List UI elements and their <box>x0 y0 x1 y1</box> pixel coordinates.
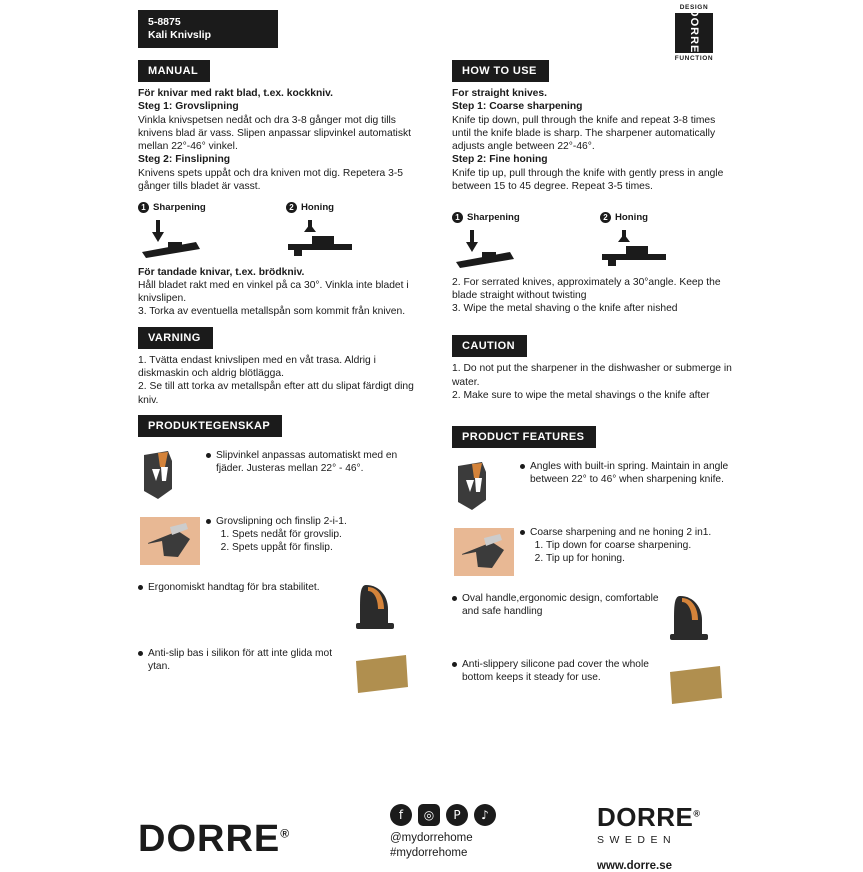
feature-text <box>520 524 732 565</box>
silicone-base-image <box>664 656 732 712</box>
feature-text <box>520 458 732 486</box>
right-feature-2-list <box>530 539 711 565</box>
spacer <box>138 319 418 327</box>
feature-text <box>452 590 664 618</box>
howto-tag-wrap <box>452 60 732 82</box>
step-number-2: 2 <box>600 212 611 223</box>
sku-box <box>138 10 278 48</box>
right-feature-2-text: Coarse sharpening and ne honing 2 in1. <box>530 527 712 539</box>
left-step-diagrams <box>138 201 418 261</box>
step-number-1: 1 <box>138 202 149 213</box>
left-feature-2-text: Grovslipning och finslip 2-i-1. <box>216 515 347 527</box>
right-straight-heading: For straight knives. <box>452 88 547 99</box>
footer <box>0 790 863 872</box>
right-caution-item-1: 1. Do not put the sharpener in the dishwasher or submerge in water. <box>452 363 732 388</box>
right-caution-item-2: 2. Make sure to wipe the metal shavings o the knife after <box>452 390 710 402</box>
silicone-base-image <box>350 645 418 701</box>
step-number-1: 1 <box>452 212 463 223</box>
left-serrated-note: 3. Torka av eventuella metallspån som kommit från kniven. <box>138 306 406 318</box>
facebook-icon[interactable]: f <box>390 804 412 826</box>
bullet-icon <box>520 530 525 535</box>
sku-name: Kali Knivslip <box>148 29 212 41</box>
feature-row <box>452 590 732 646</box>
design-badge-mark <box>675 8 713 54</box>
footer-website[interactable]: www.dorre.se <box>597 860 672 872</box>
sharpener-top-view-image <box>452 458 520 514</box>
function-label: FUNCTION <box>674 55 714 62</box>
step-label-sharpening: Sharpening <box>467 212 520 224</box>
bullet-icon <box>206 519 211 524</box>
footer-brand-left <box>138 818 290 861</box>
left-step1-diagram-title <box>138 201 256 214</box>
left-step1-body: Vinkla knivspetsen nedåt och dra 3-8 gånger mot dig tills knivens blad är vass. Slipen anpassar slipvinkel automatiskt mellan 22°-46° vinkel. <box>138 114 412 153</box>
sharpener-top-view-image <box>138 447 206 503</box>
feature-row <box>452 656 732 712</box>
bullet-icon <box>452 596 457 601</box>
right-step1-body: Knife tip down, pull through the knife and repeat 3-8 times until the knife blade is sharp. The sharpener automatically adjusts angle between 22°-46°. <box>452 114 716 153</box>
right-feature-4-text: Anti-slippery silicone pad cover the whole bottom keeps it steady for use. <box>462 659 649 684</box>
left-feature-4-text: Anti-slip bas i silikon för att inte glida mot ytan. <box>148 647 333 672</box>
left-feature-2-block <box>216 515 347 554</box>
right-serrated-item-1: 2. For serrated knives, approximately a 30°angle. Keep the blade straight without twisting <box>452 276 721 301</box>
design-function-badge <box>668 4 720 62</box>
footer-brand-right-sub: SWEDEN <box>597 834 677 846</box>
left-step2-diagram <box>286 201 404 261</box>
feature-row <box>138 645 418 701</box>
honing-diagram-icon <box>600 228 718 272</box>
spacer <box>138 407 418 415</box>
right-serrated-item-2: 3. Wipe the metal shaving o the knife after nished <box>452 303 678 315</box>
right-feature-2-list-item: 2. Tip up for honing. <box>546 552 711 565</box>
caution-tag-wrap <box>452 335 732 357</box>
footer-brand-right <box>597 802 701 872</box>
left-straight-heading: För knivar med rakt blad, t.ex. kockkniv. <box>138 88 333 99</box>
left-warning-item-1: 1. Tvätta endast knivslipen med en våt trasa. Aldrig i diskmaskin och aldrig blötlägga. <box>138 354 376 380</box>
footer-brand-left-name: DORRE <box>138 818 281 860</box>
product-features-tag: PRODUKTEGENSKAP <box>138 415 282 437</box>
feature-text <box>138 579 350 594</box>
design-label: DESIGN <box>679 4 709 11</box>
sharpening-diagram-icon <box>452 228 570 272</box>
warning-tag-wrap <box>138 327 418 349</box>
left-step1-diagram <box>138 201 256 261</box>
feature-text <box>452 656 664 684</box>
step-label-honing: Honing <box>301 202 335 214</box>
feature-text <box>206 447 418 475</box>
left-feature-2-list-item: 2. Spets uppåt för finslip. <box>232 541 347 554</box>
left-serrated-body: Håll bladet rakt med en vinkel på ca 30°. Vinkla inte bladet i knivslipen. <box>138 279 409 305</box>
feature-text <box>138 645 350 673</box>
footer-brand-right-name-wrap <box>597 802 701 833</box>
left-step2-heading: Steg 2: Finslipning <box>138 154 231 166</box>
bullet-icon <box>138 585 143 590</box>
left-step2-diagram-title <box>286 201 404 214</box>
feature-row <box>452 458 732 514</box>
hand-using-sharpener-image <box>138 513 206 569</box>
manual-tag-wrap <box>138 60 418 82</box>
right-step1-heading: Step 1: Coarse sharpening <box>452 101 583 113</box>
warning-tag: VARNING <box>138 327 213 349</box>
sharpener-side-view-image <box>664 590 732 646</box>
tiktok-icon[interactable]: ♪ <box>474 804 496 826</box>
product-features-tag: PRODUCT FEATURES <box>452 426 596 448</box>
step-number-2: 2 <box>286 202 297 213</box>
right-feature-2-block <box>530 526 711 565</box>
sku-code: 5-8875 <box>148 16 181 28</box>
design-badge-letters: DORRE <box>688 8 700 54</box>
honing-diagram-icon <box>286 218 404 262</box>
right-step2-body: Knife tip up, pull through the knife with gently press in angle between 15 to 45 degree. Repeat 3-5 times. <box>452 167 724 193</box>
feature-row <box>138 579 418 635</box>
social-hashtag: #mydorrehome <box>390 847 468 859</box>
how-to-use-tag: HOW TO USE <box>452 60 549 82</box>
spacer <box>452 402 732 426</box>
features-tag-wrap <box>138 415 418 437</box>
step-label-honing: Honing <box>615 212 649 224</box>
right-step2-diagram-title <box>600 211 718 224</box>
features-tag-wrap <box>452 426 732 448</box>
right-step-diagrams <box>452 211 732 271</box>
left-feature-2-list <box>216 528 347 554</box>
step-label-sharpening: Sharpening <box>153 202 206 214</box>
bullet-icon <box>206 453 211 458</box>
right-step2-diagram <box>600 211 718 271</box>
social-block <box>390 804 530 861</box>
instagram-icon[interactable]: ◎ <box>418 804 440 826</box>
feature-text <box>206 513 418 554</box>
right-feature-1-text: Angles with built-in spring. Maintain in angle between 22° to 46° when sharpening knife. <box>530 461 729 486</box>
social-icon-row <box>390 804 530 826</box>
left-feature-2-list-item: 1. Spets nedåt för grovslip. <box>232 528 347 541</box>
footer-brand-right-mark: ® <box>693 808 701 819</box>
caution-tag: CAUTION <box>452 335 527 357</box>
left-serrated-heading: För tandade knivar, t.ex. brödkniv. <box>138 266 305 278</box>
right-column <box>452 60 732 712</box>
right-step1-diagram-title <box>452 211 570 224</box>
left-feature-1-text: Slipvinkel anpassas automatiskt med en fjäder. Justeras mellan 22° - 46°. <box>216 449 398 474</box>
bullet-icon <box>520 464 525 469</box>
left-column <box>138 60 418 701</box>
right-feature-2-list-item: 1. Tip down for coarse sharpening. <box>546 539 711 552</box>
feature-row <box>138 513 418 569</box>
left-feature-3-text: Ergonomiskt handtag för bra stabilitet. <box>148 581 320 593</box>
right-feature-3-text: Oval handle,ergonomic design, comfortable and safe handling <box>462 593 659 618</box>
bullet-icon <box>452 662 457 667</box>
manual-tag: MANUAL <box>138 60 210 82</box>
footer-brand-left-mark: ® <box>280 826 291 841</box>
right-step1-diagram <box>452 211 570 271</box>
left-step2-body: Knivens spets uppåt och dra kniven mot dig. Repetera 3-5 gånger tills bladet är vasst. <box>138 167 404 193</box>
bullet-icon <box>138 651 143 656</box>
left-warning-item-2: 2. Se till att torka av metallspån efter att du slipat färdigt ding kniv. <box>138 381 414 406</box>
sharpener-side-view-image <box>350 579 418 635</box>
hand-using-sharpener-image <box>452 524 520 580</box>
left-step1-heading: Steg 1: Grovslipning <box>138 101 239 113</box>
right-step2-heading: Step 2: Fine honing <box>452 154 548 166</box>
pinterest-icon[interactable]: P <box>446 804 468 826</box>
spacer <box>452 315 732 323</box>
feature-row <box>138 447 418 503</box>
social-handle: @mydorrehome <box>390 832 473 844</box>
sharpening-diagram-icon <box>138 218 256 262</box>
feature-row <box>452 524 732 580</box>
footer-brand-right-name: DORRE <box>597 802 694 832</box>
